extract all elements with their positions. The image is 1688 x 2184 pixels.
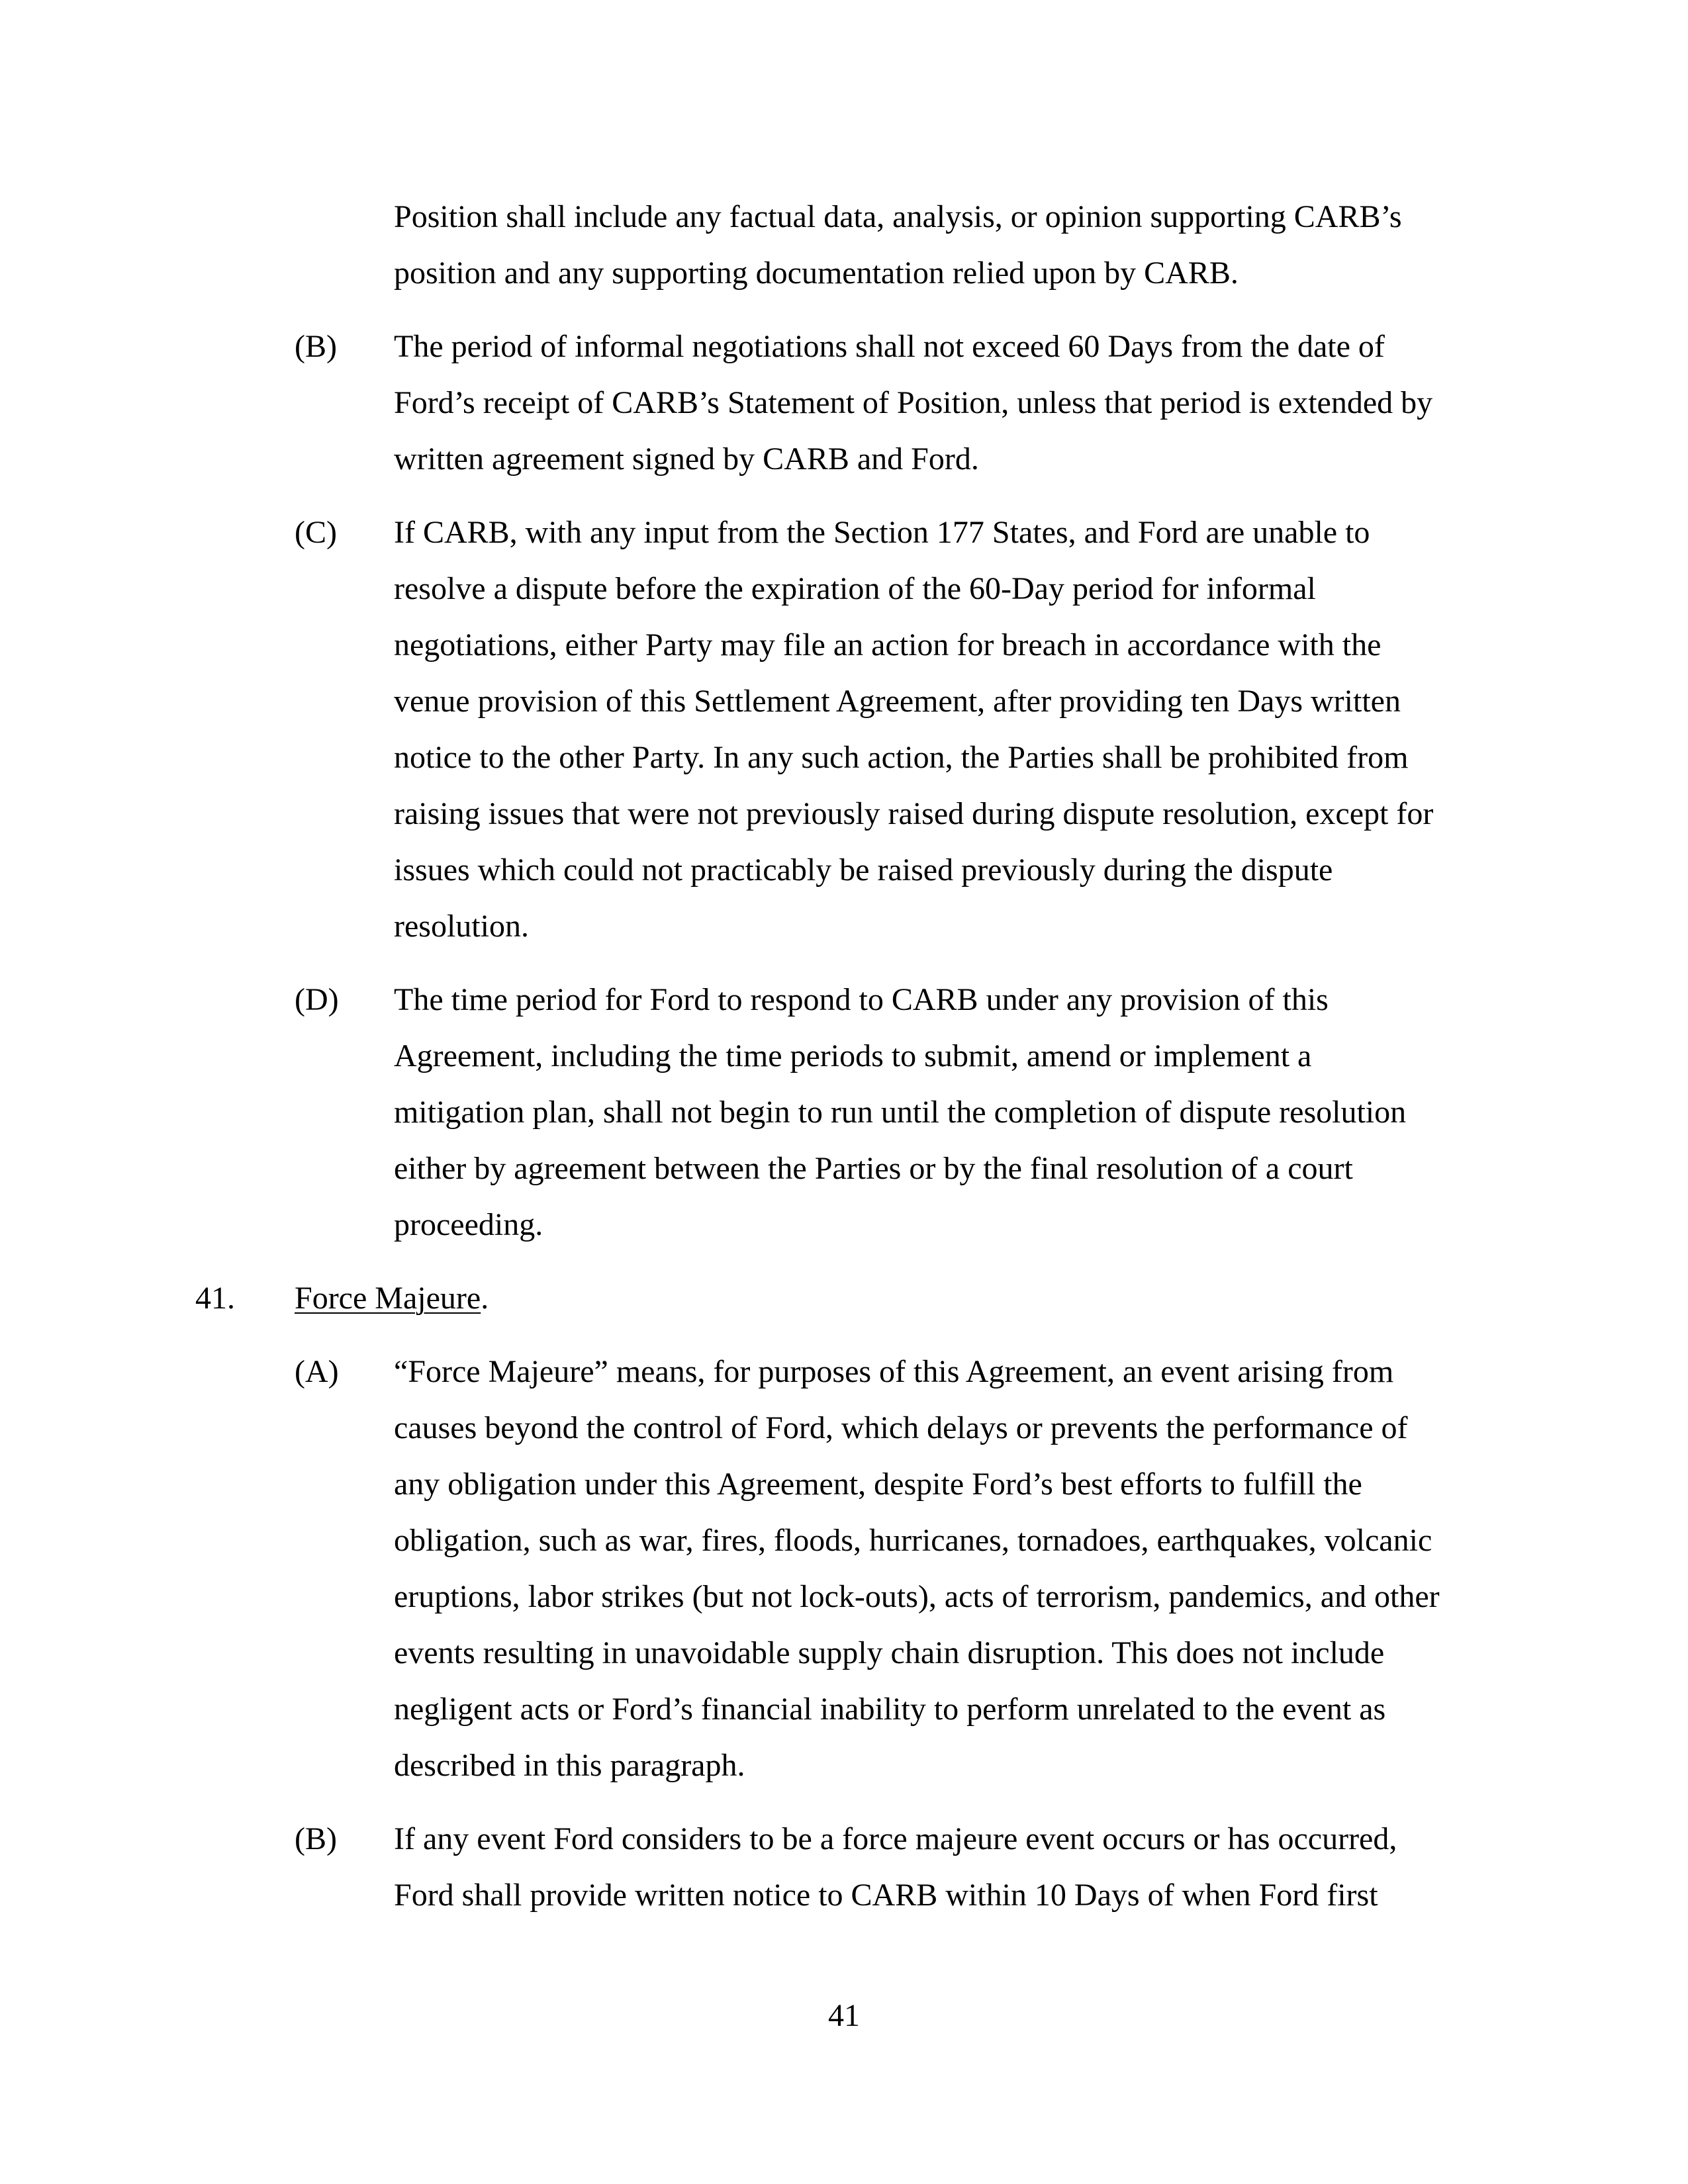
paragraph-line: Agreement, including the time periods to submit, amend or implement a: [394, 1038, 1312, 1073]
paragraph-line: “Force Majeure” means, for purposes of this Agreement, an event arising from: [394, 1354, 1394, 1389]
paragraph-line: either by agreement between the Parties or by the final resolution of a court: [394, 1151, 1353, 1186]
paragraph-line: any obligation under this Agreement, despite Ford’s best efforts to fulfill the: [394, 1467, 1362, 1502]
intro-line: Position shall include any factual data, analysis, or opinion supporting CARB’s: [394, 199, 1402, 234]
paragraph-line: The period of informal negotiations shall not exceed 60 Days from the date of: [394, 329, 1385, 364]
paragraph-line: issues which could not practicably be raised previously during the dispute: [394, 852, 1333, 887]
paragraph-line: Ford shall provide written notice to CARB within 10 Days of when Ford first: [394, 1878, 1378, 1913]
paragraph-line: venue provision of this Settlement Agreement, after providing ten Days written: [394, 684, 1401, 719]
section-heading-punct: .: [481, 1281, 489, 1316]
subsection-label: (C): [295, 515, 337, 550]
paragraph-line: mitigation plan, shall not begin to run until the completion of dispute resolution: [394, 1095, 1407, 1130]
section-number: 41.: [195, 1281, 235, 1316]
paragraph-line: described in this paragraph.: [394, 1748, 745, 1783]
paragraph-line: causes beyond the control of Ford, which delays or prevents the performance of: [394, 1410, 1408, 1445]
paragraph-line: raising issues that were not previously raised during dispute resolution, except for: [394, 796, 1434, 831]
subsection-label: (A): [295, 1354, 339, 1389]
section-heading-text: Force Majeure: [295, 1281, 481, 1316]
paragraph-line: If CARB, with any input from the Section 177 States, and Ford are unable to: [394, 515, 1370, 550]
paragraph-line: resolve a dispute before the expiration of the 60-Day period for informal: [394, 571, 1316, 606]
paragraph-line: Ford’s receipt of CARB’s Statement of Position, unless that period is extended by: [394, 385, 1433, 420]
paragraph-line: eruptions, labor strikes (but not lock-outs), acts of terrorism, pandemics, and other: [394, 1579, 1440, 1614]
paragraph-line: notice to the other Party. In any such action, the Parties shall be prohibited from: [394, 740, 1409, 775]
paragraph-line: written agreement signed by CARB and Ford.: [394, 441, 979, 477]
subsection-label: (B): [295, 1821, 337, 1856]
intro-line: position and any supporting documentation relied upon by CARB.: [394, 255, 1239, 291]
paragraph-line: negligent acts or Ford’s financial inability to perform unrelated to the event as: [394, 1692, 1386, 1727]
paragraph-line: events resulting in unavoidable supply chain disruption. This does not include: [394, 1635, 1385, 1670]
section-heading: [295, 1280, 489, 1317]
paragraph-line: The time period for Ford to respond to CARB under any provision of this: [394, 982, 1329, 1017]
page-number: 41: [828, 1998, 860, 2033]
subsection-label: (D): [295, 982, 339, 1017]
paragraph-line: negotiations, either Party may file an action for breach in accordance with the: [394, 627, 1382, 662]
subsection-label: (B): [295, 329, 337, 364]
paragraph-line: If any event Ford considers to be a force majeure event occurs or has occurred,: [394, 1821, 1397, 1856]
paragraph-line: obligation, such as war, fires, floods, hurricanes, tornadoes, earthquakes, volcanic: [394, 1523, 1432, 1558]
paragraph-line: proceeding.: [394, 1207, 543, 1242]
paragraph-line: resolution.: [394, 909, 529, 944]
